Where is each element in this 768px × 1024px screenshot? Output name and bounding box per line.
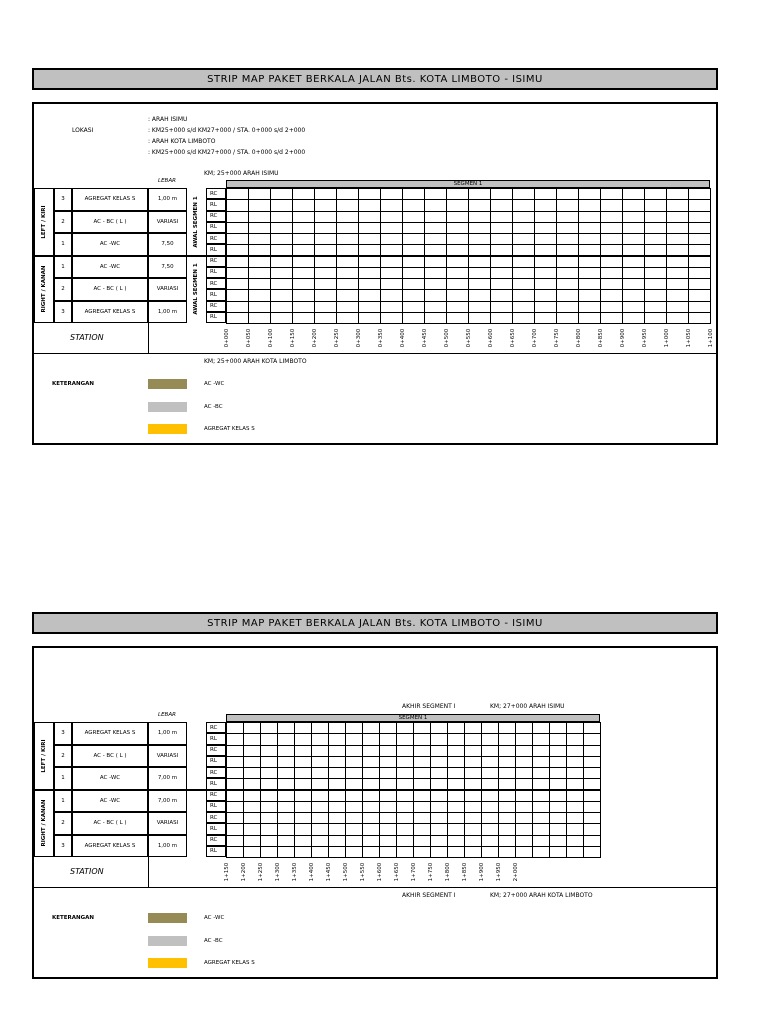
rc-label: RC — [206, 211, 226, 222]
rl-label: RL — [206, 199, 226, 210]
legend-label: AC -WC — [204, 915, 225, 921]
lane-number: 1 — [54, 767, 72, 790]
lane-number: 2 — [54, 745, 72, 768]
lane-width: VARIASI — [148, 812, 187, 835]
grid-cell — [532, 846, 550, 858]
legend-swatch — [148, 958, 187, 968]
station-tick: 1+200 — [241, 862, 247, 882]
lane-width: 1,00 m — [148, 722, 187, 745]
station-tick: 0+000 — [224, 328, 230, 348]
table-left-edge — [34, 722, 35, 857]
lane-width: VARIASI — [148, 211, 187, 234]
lane-number: 1 — [54, 790, 72, 813]
km-end-isimu: KM; 27+000 ARAH ISIMU — [490, 703, 565, 710]
rc-label: RC — [206, 812, 226, 823]
rc-label: RC — [206, 188, 226, 199]
legend-swatch — [148, 913, 187, 923]
akhir-segment-top: AKHIR SEGMENT I — [402, 703, 456, 710]
legend-label: AC -WC — [204, 381, 225, 387]
lane-type: AC -WC — [72, 256, 148, 279]
side-divider — [34, 789, 600, 791]
legend-label: AC -BC — [204, 937, 223, 944]
station-label: STATION — [70, 333, 104, 342]
station-tick: 1+800 — [445, 862, 451, 882]
legend-label: AGREGAT KELAS S — [204, 426, 255, 432]
station-tick: 0+650 — [510, 328, 516, 348]
lane-width: VARIASI — [148, 745, 187, 768]
lane-number: 3 — [54, 301, 72, 324]
lokasi-label: LOKASI — [72, 127, 94, 134]
station-tick: 1+650 — [394, 862, 400, 882]
grid-cell — [583, 846, 601, 858]
rl-label: RL — [206, 756, 226, 767]
station-tick: 1+350 — [292, 862, 298, 882]
station-tick: 0+800 — [576, 328, 582, 348]
grid-cell — [549, 846, 567, 858]
station-tick: 0+350 — [378, 328, 384, 348]
rc-label: RC — [206, 767, 226, 778]
rc-label: RC — [206, 301, 226, 312]
legend-swatch — [148, 402, 187, 412]
station-tick: 0+750 — [554, 328, 560, 348]
legend-swatch — [148, 424, 187, 434]
lane-width: 1,00 m — [148, 188, 187, 211]
rc-label: RC — [206, 790, 226, 801]
rc-label: RC — [206, 233, 226, 244]
station-tick: 1+600 — [377, 862, 383, 882]
lane-number: 3 — [54, 188, 72, 211]
station-tick: 0+300 — [356, 328, 362, 348]
lane-width: 7,00 m — [148, 767, 187, 790]
station-tick: 2+000 — [513, 862, 519, 882]
station-tick: 0+550 — [466, 328, 472, 348]
lane-number: 3 — [54, 722, 72, 745]
rl-label: RL — [206, 823, 226, 834]
lebar-label: LEBAR — [158, 712, 176, 718]
lane-number: 1 — [54, 233, 72, 256]
legend-swatch — [148, 379, 187, 389]
lane-number: 1 — [54, 256, 72, 279]
side-label-left: LEFT / KIRI — [41, 205, 47, 239]
lokasi-line-2: : KM25+000 s/d KM27+000 / STA. 0+000 s/d 2+000 — [148, 127, 306, 134]
station-tick: 1+100 — [708, 328, 714, 348]
segmen-header: SEGMEN 1 — [226, 714, 600, 722]
station-bottom-line — [34, 353, 716, 354]
rc-label: RC — [206, 835, 226, 846]
station-tick: 0+900 — [620, 328, 626, 348]
rl-label: RL — [206, 801, 226, 812]
awal-segmen-label: AWAL SEGMEN 1 — [193, 196, 199, 248]
table-left-edge — [34, 188, 35, 323]
lane-type: AC - BC ( L ) — [72, 812, 148, 835]
station-divider — [148, 857, 149, 887]
rl-label: RL — [206, 244, 226, 255]
lane-type: AGREGAT KELAS S — [72, 835, 148, 858]
rl-label: RL — [206, 733, 226, 744]
legend-swatch — [148, 936, 187, 946]
strip-map-panel-1 — [32, 102, 718, 445]
station-divider — [148, 323, 149, 353]
lane-width: 1,00 m — [148, 835, 187, 858]
station-tick: 1+950 — [496, 862, 502, 882]
station-tick: 1+300 — [275, 862, 281, 882]
station-tick: 0+700 — [532, 328, 538, 348]
rl-label: RL — [206, 222, 226, 233]
lane-type: AGREGAT KELAS S — [72, 301, 148, 324]
station-tick: 1+150 — [224, 862, 230, 882]
station-tick: 0+200 — [312, 328, 318, 348]
side-divider — [34, 255, 710, 257]
station-tick: 0+100 — [268, 328, 274, 348]
rc-label: RC — [206, 745, 226, 756]
station-tick: 1+400 — [309, 862, 315, 882]
lokasi-line-3: : ARAH KOTA LIMBOTO — [148, 138, 216, 145]
lane-number: 2 — [54, 211, 72, 234]
rc-label: RC — [206, 722, 226, 733]
station-tick: 0+850 — [598, 328, 604, 348]
station-tick: 1+450 — [326, 862, 332, 882]
station-tick: 1+250 — [258, 862, 264, 882]
rl-label: RL — [206, 846, 226, 857]
legend-label: AGREGAT KELAS S — [204, 960, 255, 966]
lane-number: 2 — [54, 278, 72, 301]
segmen-header: SEGMEN 1 — [226, 180, 710, 188]
km-end-limboto: KM; 27+000 ARAH KOTA LIMBOTO — [490, 892, 593, 899]
rl-label: RL — [206, 289, 226, 300]
lane-width: 1,00 m — [148, 301, 187, 324]
lane-type: AC -WC — [72, 233, 148, 256]
keterangan-label: KETERANGAN — [52, 915, 94, 921]
strip-map-panel-2 — [32, 646, 718, 979]
lane-type: AGREGAT KELAS S — [72, 722, 148, 745]
station-tick: 0+500 — [444, 328, 450, 348]
station-tick: 1+750 — [428, 862, 434, 882]
lokasi-line-4: : KM25+000 s/d KM27+000 / STA. 0+000 s/d 2+000 — [148, 149, 306, 156]
station-tick: 0+050 — [246, 328, 252, 348]
page-title-1: STRIP MAP PAKET BERKALA JALAN Bts. KOTA LIMBOTO - ISIMU — [32, 68, 718, 90]
station-tick: 0+600 — [488, 328, 494, 348]
station-bottom-line — [34, 887, 716, 888]
lane-type: AGREGAT KELAS S — [72, 188, 148, 211]
lane-number: 3 — [54, 835, 72, 858]
page-title-2: STRIP MAP PAKET BERKALA JALAN Bts. KOTA LIMBOTO - ISIMU — [32, 612, 718, 634]
lane-width: 7,00 m — [148, 790, 187, 813]
lebar-label: LEBAR — [158, 178, 176, 184]
grid-cell — [566, 846, 584, 858]
station-tick: 1+850 — [462, 862, 468, 882]
lane-type: AC - BC ( L ) — [72, 278, 148, 301]
station-tick: 1+000 — [664, 328, 670, 348]
station-tick: 0+450 — [422, 328, 428, 348]
lane-type: AC -WC — [72, 767, 148, 790]
side-label-right: RIGHT / KANAN — [41, 799, 47, 847]
km-start-limboto: KM; 25+000 ARAH KOTA LIMBOTO — [204, 358, 307, 365]
km-start-isimu: KM; 25+000 ARAH ISIMU — [204, 170, 279, 177]
station-tick: 1+050 — [686, 328, 692, 348]
lane-width: 7,50 — [148, 233, 187, 256]
station-tick: 1+500 — [343, 862, 349, 882]
rl-label: RL — [206, 312, 226, 323]
station-tick: 0+250 — [334, 328, 340, 348]
lane-type: AC -WC — [72, 790, 148, 813]
lokasi-line-1: : ARAH ISIMU — [148, 116, 188, 123]
station-tick: 0+400 — [400, 328, 406, 348]
legend-label: AC -BC — [204, 403, 223, 410]
rl-label: RL — [206, 778, 226, 789]
station-tick: 0+150 — [290, 328, 296, 348]
rl-label: RL — [206, 267, 226, 278]
awal-segmen-label: AWAL SEGMEN 1 — [193, 263, 199, 315]
rc-label: RC — [206, 278, 226, 289]
rc-label: RC — [206, 256, 226, 267]
keterangan-label: KETERANGAN — [52, 381, 94, 387]
station-tick: 1+550 — [360, 862, 366, 882]
side-label-left: LEFT / KIRI — [41, 739, 47, 773]
lane-width: 7,50 — [148, 256, 187, 279]
lane-width: VARIASI — [148, 278, 187, 301]
lane-number: 2 — [54, 812, 72, 835]
side-label-right: RIGHT / KANAN — [41, 265, 47, 313]
akhir-segment-bottom: AKHIR SEGMENT I — [402, 892, 456, 899]
station-tick: 1+900 — [479, 862, 485, 882]
lane-type: AC - BC ( L ) — [72, 211, 148, 234]
station-tick: 1+700 — [411, 862, 417, 882]
station-tick: 0+950 — [642, 328, 648, 348]
lane-type: AC - BC ( L ) — [72, 745, 148, 768]
station-label: STATION — [70, 867, 104, 876]
